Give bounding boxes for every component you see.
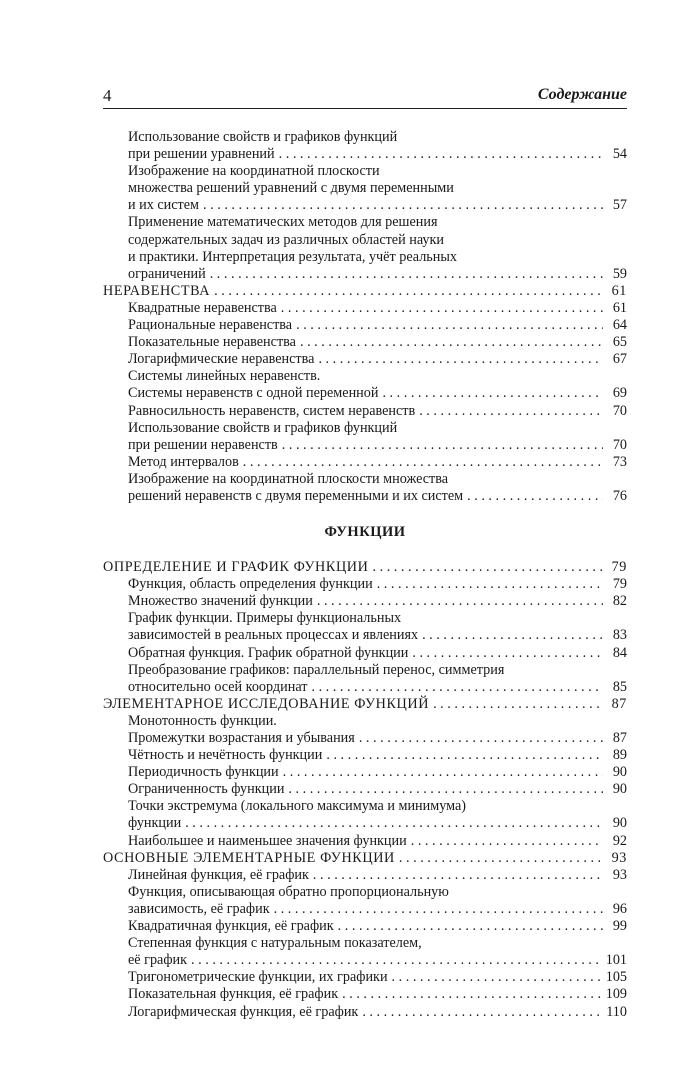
dot-leader	[243, 454, 603, 471]
toc-page-number: 57	[612, 197, 627, 214]
toc-entry	[103, 627, 627, 644]
toc-entry	[103, 146, 627, 163]
toc-page-number: 64	[612, 317, 627, 334]
toc-entry	[103, 764, 627, 781]
toc-entry-text: Монотонность функции.	[128, 712, 277, 729]
dot-leader	[338, 918, 603, 935]
toc-entry-text: решений неравенств с двумя переменными и их систем	[128, 487, 464, 504]
toc-page-number: 65	[612, 334, 627, 351]
toc-entry-text: ОСНОВНЫЕ ЭЛЕМЕНТАРНЫЕ ФУНКЦИИ	[103, 849, 395, 866]
toc-entry	[103, 935, 627, 952]
toc-entry-text: Обратная функция. График обратной функции	[128, 644, 409, 661]
toc-entry	[103, 163, 627, 180]
dot-leader	[419, 403, 603, 420]
dot-leader	[210, 266, 603, 283]
dot-leader	[274, 901, 603, 918]
toc-entry	[103, 437, 627, 454]
toc-entry-text: ограничений	[128, 265, 206, 282]
toc-entry-text: Степенная функция с натуральным показателем,	[128, 935, 422, 952]
toc-page-number: 90	[612, 764, 627, 781]
dot-leader	[373, 559, 603, 576]
dot-leader	[191, 952, 602, 969]
toc-entry	[103, 986, 627, 1003]
toc-page-number: 76	[612, 487, 627, 504]
dot-leader	[313, 867, 603, 884]
dot-leader	[342, 986, 602, 1003]
page-number: 4	[103, 86, 112, 105]
toc-entry-text: Изображение на координатной плоскости	[128, 163, 380, 180]
dot-leader	[359, 730, 603, 747]
toc-chapter-entry	[103, 283, 627, 300]
dot-leader	[422, 627, 603, 644]
dot-leader	[300, 334, 603, 351]
toc-entry-text: Использование свойств и графиков функций	[128, 129, 398, 145]
toc-entry	[103, 317, 627, 334]
toc-entry-text: Изображение на координатной плоскости множества	[128, 470, 449, 487]
toc-entry-text: Промежутки возрастания и убывания	[128, 730, 355, 746]
dot-leader	[296, 317, 603, 334]
toc-entry-text: при решении неравенств	[128, 436, 278, 453]
dot-leader	[318, 351, 603, 368]
toc-entry-text: Системы неравенств с одной переменной	[128, 385, 379, 402]
toc-page-number: 82	[612, 593, 627, 610]
toc-entry	[103, 781, 627, 798]
toc-page-number: 93	[612, 866, 627, 883]
toc-entry-text: График функции. Примеры функциональных	[128, 610, 402, 627]
toc-entry	[103, 747, 627, 764]
toc-entry-text: ЭЛЕМЕНТАРНОЕ ИССЛЕДОВАНИЕ ФУНКЦИЙ	[103, 695, 430, 712]
dot-leader	[382, 385, 603, 402]
toc-entry-text: зависимостей в реальных процессах и явлениях	[128, 627, 419, 644]
toc-page-number: 90	[612, 781, 627, 798]
table-of-contents	[103, 129, 627, 1021]
toc-page-number: 87	[611, 695, 627, 712]
toc-page-number: 93	[611, 849, 627, 866]
toc-page-number: 92	[612, 832, 627, 849]
toc-entry	[103, 249, 627, 266]
toc-entry	[103, 610, 627, 627]
toc-page-number: 87	[612, 730, 627, 746]
toc-entry	[103, 798, 627, 815]
toc-entry-text: Рациональные неравенства	[128, 317, 293, 334]
toc-page-number: 70	[612, 436, 627, 453]
toc-chapter-entry	[103, 559, 627, 576]
toc-entry-text: Периодичность функции	[128, 764, 279, 781]
dot-leader	[392, 969, 602, 986]
toc-entry	[103, 197, 627, 214]
toc-entry-text: множества решений уравнений с двумя переменными	[128, 180, 454, 197]
toc-entry-text: её график	[128, 952, 188, 969]
toc-group-equations	[103, 129, 627, 505]
toc-page-number: 83	[612, 627, 627, 644]
dot-leader	[362, 1004, 602, 1021]
toc-entry-text: Чётность и нечётность функции	[128, 747, 323, 764]
dot-leader	[467, 488, 603, 505]
dot-leader	[317, 593, 603, 610]
toc-page-number: 70	[612, 402, 627, 419]
toc-entry	[103, 576, 627, 593]
toc-entry	[103, 918, 627, 935]
dot-leader	[326, 747, 603, 764]
toc-entry	[103, 334, 627, 351]
toc-entry-text: Ограниченность функции	[128, 781, 285, 798]
dot-leader	[185, 815, 603, 832]
toc-page-number: 84	[612, 644, 627, 661]
dot-leader	[282, 437, 603, 454]
toc-page-number: 96	[612, 900, 627, 917]
toc-entry	[103, 730, 627, 747]
toc-page-number: 61	[612, 299, 627, 316]
toc-entry	[103, 300, 627, 317]
dot-leader	[281, 300, 603, 317]
toc-entry	[103, 713, 627, 730]
toc-chapter-entry	[103, 850, 627, 867]
toc-page-number: 109	[605, 986, 627, 1003]
toc-entry	[103, 232, 627, 249]
dot-leader	[411, 833, 603, 850]
toc-page-number: 110	[606, 1003, 627, 1020]
toc-entry-text: Применение математических методов для решения	[128, 214, 438, 231]
toc-entry	[103, 129, 627, 146]
page-header	[103, 84, 627, 109]
toc-group-functions	[103, 559, 627, 1021]
toc-page-number: 90	[612, 815, 627, 832]
dot-leader	[377, 576, 603, 593]
toc-chapter-entry	[103, 696, 627, 713]
toc-entry-text: при решении уравнений	[128, 146, 275, 163]
toc-entry	[103, 593, 627, 610]
toc-entry-text: относительно осей координат	[128, 678, 308, 695]
toc-entry-text: Системы линейных неравенств.	[128, 368, 321, 385]
toc-entry-text: Линейная функция, её график	[128, 866, 309, 883]
toc-entry-text: зависимость, её график	[128, 900, 270, 917]
toc-page-number: 89	[612, 747, 627, 764]
dot-leader	[433, 696, 603, 713]
toc-entry	[103, 266, 627, 283]
toc-entry	[103, 454, 627, 471]
dot-leader	[288, 781, 603, 798]
toc-entry	[103, 645, 627, 662]
toc-entry-text: Логарифмические неравенства	[128, 351, 315, 368]
toc-entry-text: Метод интервалов	[128, 453, 239, 470]
toc-page-number: 67	[612, 351, 627, 368]
toc-entry	[103, 952, 627, 969]
toc-page-number: 69	[612, 385, 627, 402]
toc-entry	[103, 471, 627, 488]
toc-entry	[103, 867, 627, 884]
toc-entry-text: Преобразование графиков: параллельный перенос, симметрия	[128, 661, 505, 678]
toc-page-number: 79	[611, 559, 627, 576]
toc-entry	[103, 420, 627, 437]
toc-page-number: 61	[611, 282, 627, 299]
dot-leader	[399, 850, 603, 867]
toc-entry-text: Использование свойств и графиков функций	[128, 419, 398, 436]
section-title: ФУНКЦИИ	[324, 524, 406, 541]
toc-entry-text: Равносильность неравенств, систем неравенств	[128, 402, 416, 419]
toc-entry-text: Тригонометрические функции, их графики	[128, 969, 388, 986]
toc-entry	[103, 969, 627, 986]
toc-page-number: 85	[612, 678, 627, 695]
toc-entry-text: функции	[128, 815, 182, 832]
toc-entry-text: и практики. Интерпретация результата, учёт реальных	[128, 248, 457, 265]
toc-entry	[103, 180, 627, 197]
dot-leader	[412, 645, 603, 662]
toc-entry-text: Функция, область определения функции	[128, 576, 373, 593]
toc-page-number: 99	[612, 918, 627, 935]
toc-entry-text: Множество значений функции	[128, 593, 313, 610]
toc-entry	[103, 884, 627, 901]
toc-entry-text: Наибольшее и наименьшее значения функции	[128, 832, 407, 849]
toc-entry-text: и их систем	[128, 197, 200, 214]
running-head: Содержание	[537, 86, 627, 103]
toc-entry-text: Логарифмическая функция, её график	[128, 1003, 359, 1020]
toc-page-number: 79	[612, 576, 627, 593]
toc-entry-text: Показательная функция, её график	[128, 986, 339, 1003]
toc-entry-text: содержательных задач из различных областей науки	[128, 231, 444, 248]
toc-page-number: 54	[612, 146, 627, 163]
toc-entry	[103, 833, 627, 850]
toc-entry-text: Функция, описывающая обратно пропорциональную	[128, 883, 449, 900]
dot-leader	[203, 197, 603, 214]
toc-page-number: 105	[605, 969, 627, 986]
toc-entry	[103, 403, 627, 420]
dot-leader	[283, 764, 603, 781]
dot-leader	[311, 679, 603, 696]
toc-entry-text: ОПРЕДЕЛЕНИЕ И ГРАФИК ФУНКЦИИ	[103, 559, 369, 576]
toc-page-number: 73	[612, 453, 627, 470]
toc-page-number: 101	[605, 952, 627, 969]
toc-entry-text: Квадратные неравенства	[128, 299, 277, 316]
toc-entry-text: Квадратичная функция, её график	[128, 918, 334, 935]
toc-entry-text: НЕРАВЕНСТВА	[103, 282, 211, 299]
toc-entry	[103, 385, 627, 402]
dot-leader	[214, 283, 603, 300]
toc-entry	[103, 1004, 627, 1021]
toc-entry	[103, 679, 627, 696]
toc-page-number: 59	[612, 265, 627, 282]
toc-entry	[103, 662, 627, 679]
toc-entry	[103, 815, 627, 832]
toc-entry-text: Точки экстремума (локального максимума и минимума)	[128, 798, 467, 815]
toc-entry	[103, 368, 627, 385]
toc-entry	[103, 214, 627, 231]
dot-leader	[279, 146, 603, 163]
toc-entry	[103, 488, 627, 505]
toc-entry	[103, 901, 627, 918]
toc-entry-text: Показательные неравенства	[128, 334, 296, 351]
toc-entry	[103, 351, 627, 368]
